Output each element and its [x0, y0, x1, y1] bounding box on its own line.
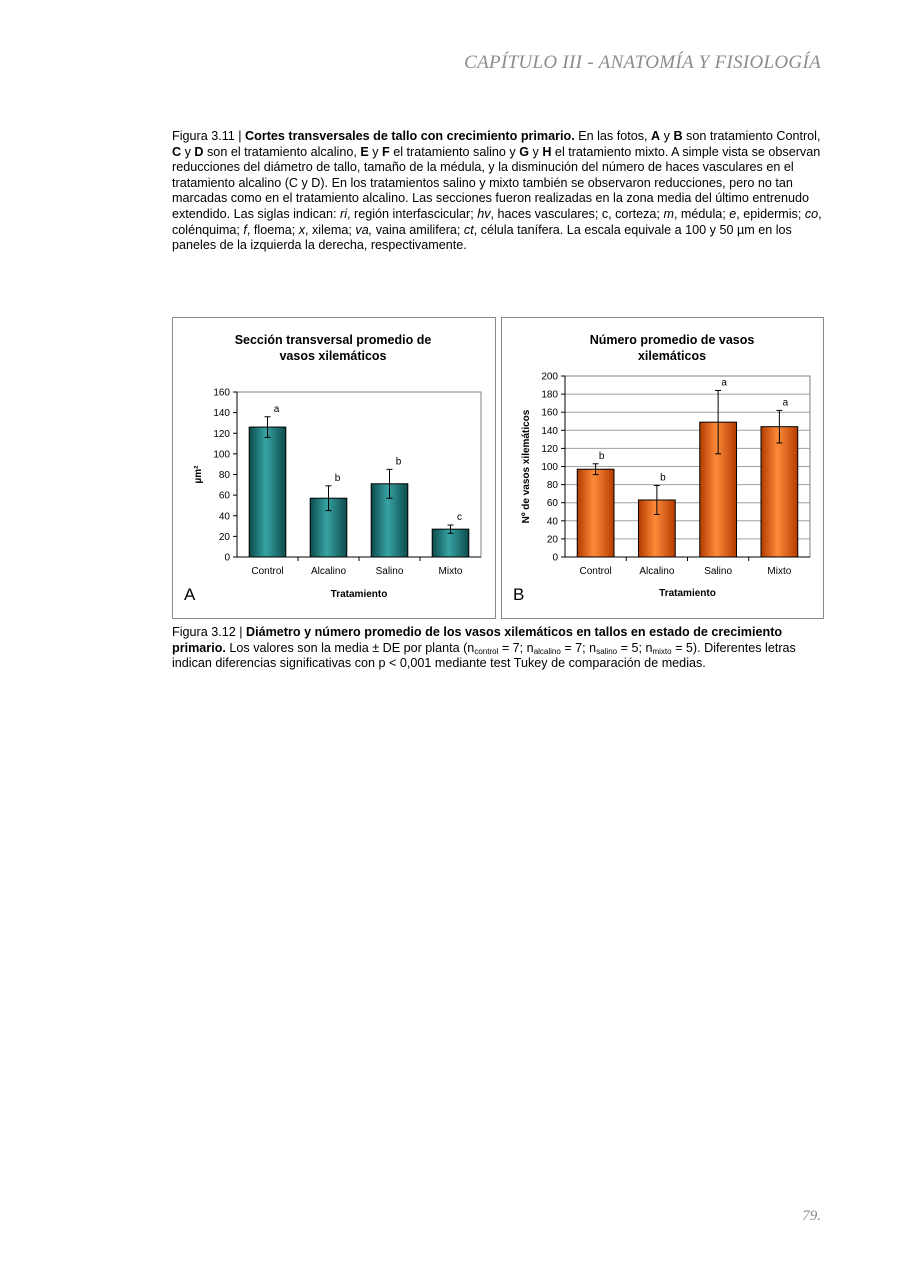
y-tick-label: 60 [546, 498, 558, 510]
category-label: Salino [375, 566, 404, 577]
chapter-header: CAPÍTULO III - ANATOMÍA Y FISIOLOGÍA [464, 52, 821, 73]
y-tick-label: 160 [213, 387, 230, 399]
chart-b-svg [502, 318, 823, 618]
y-tick-label: 60 [218, 490, 230, 502]
category-label: Mixto [438, 566, 463, 577]
y-tick-label: 180 [541, 389, 558, 401]
y-tick-label: 0 [552, 552, 558, 564]
category-label: Mixto [767, 566, 792, 577]
y-tick-label: 120 [541, 443, 558, 455]
y-tick-label: 20 [546, 534, 558, 546]
y-tick-label: 80 [546, 480, 558, 492]
bar [577, 469, 614, 557]
y-tick-label: 40 [546, 516, 558, 528]
page-number: 79. [802, 1208, 821, 1224]
significance-letter: a [782, 397, 789, 409]
significance-letter: a [273, 403, 280, 415]
y-axis-label: µm² [193, 465, 204, 484]
y-tick-label: 40 [218, 511, 230, 523]
chart-a-svg [173, 318, 495, 618]
significance-letter: b [660, 472, 666, 484]
y-tick-label: 200 [541, 371, 558, 383]
category-label: Salino [704, 566, 733, 577]
significance-letter: c [457, 512, 462, 524]
y-tick-label: 100 [213, 449, 230, 461]
x-axis-label: Tratamiento [659, 588, 716, 599]
significance-letter: b [598, 450, 605, 462]
y-tick-label: 20 [218, 531, 230, 543]
category-label: Alcalino [639, 566, 675, 577]
y-tick-label: 120 [213, 428, 230, 440]
y-tick-label: 80 [218, 470, 230, 481]
significance-letter: b [334, 472, 341, 484]
category-label: Alcalino [310, 566, 347, 577]
chart-panel-b [501, 317, 824, 619]
significance-letter: b [395, 456, 402, 468]
category-label: Control [251, 566, 284, 577]
chart-panel-a [172, 317, 496, 619]
bar [761, 427, 798, 557]
y-tick-label: 160 [541, 407, 558, 419]
x-axis-label: Tratamiento [330, 589, 388, 600]
figure-3-12-caption: Figura 3.12 | Diámetro y número promedio de los vasos xilemáticos en tallos en estado de crecimiento primario. Los valores son la media ± DE por planta ($n_{control} = 7$; $n_{alcalino} = 7$; $n_{salino} = 5$; $n_{mixto} = 5$). Diferentes letras indican diferencias significativas con p < 0,001 mediante test Tukey de comparación de medias. [172, 625, 796, 671]
significance-letter: a [721, 377, 727, 389]
y-axis-label: Nº de vasos xilemáticos [521, 409, 532, 524]
chart-title-line: Sección transversal promedio de [234, 333, 432, 347]
figure-3-11-caption: Figura 3.11 | Cortes transversales de tallo con crecimiento primario. En las fotos, A y B son tratamiento Control, C y D son el tratamiento alcalino, E y F el tratamiento salino y G y H el tratamiento mixto. A simple vista se observan reducciones del diámetro de tallo, tamaño de la médula, y la disminución del número de haces vasculares en el tratamiento alcalino (C y D). En los tratamientos salino y mixto también se observaron reducciones, pero no tan marcadas como en el tratamiento alcalino. Las secciones fueron realizadas en la zona media del último entrenudo extendido. Las siglas indican: ri, región interfascicular; hv, haces vasculares; c, corteza; m, médula; e, epidermis; co, colénquima; f, floema; x, xilema; va, vaina amilifera; ct, célula tanífera. La escala equivale a 100 y 50 µm en los paneles de la izquierda la derecha, respectivamente. [172, 129, 822, 253]
category-label: Control [579, 566, 612, 577]
chart-title-line: Número promedio de vasos [589, 333, 755, 347]
bar [249, 427, 286, 557]
y-tick-label: 140 [541, 425, 558, 437]
chart-title-line: vasos xilemáticos [279, 349, 387, 363]
chart-title-line: xilemáticos [637, 349, 707, 363]
panel-letter: A [184, 585, 196, 604]
y-tick-label: 100 [541, 462, 558, 473]
y-tick-label: 0 [224, 552, 230, 564]
panel-letter: B [513, 585, 525, 604]
y-tick-label: 140 [213, 408, 230, 420]
